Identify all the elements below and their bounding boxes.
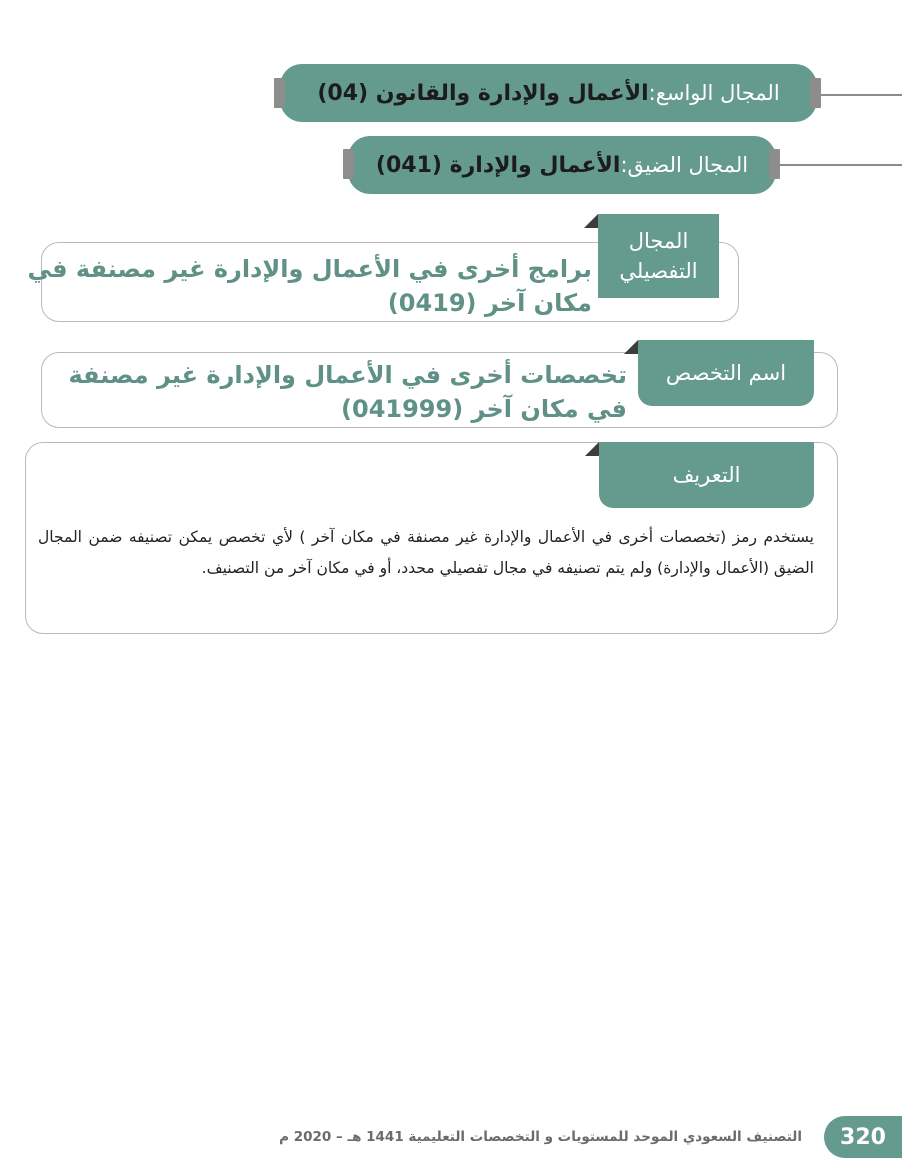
broad-field-connector bbox=[812, 94, 902, 96]
definition-label-text: التعريف bbox=[672, 463, 741, 487]
definition-label-fold bbox=[585, 442, 599, 456]
broad-field-label: المجال الواسع: bbox=[648, 81, 780, 105]
footer-title: التصنيف السعودي الموحد للمستويات و التخصصات التعليمية 1441 هـ – 2020 م bbox=[279, 1129, 802, 1145]
specialization-label bbox=[638, 340, 814, 406]
narrow-field-left-tab bbox=[343, 149, 354, 179]
narrow-field-label: المجال الضيق: bbox=[620, 153, 749, 177]
detailed-field-text-line1: برامج أخرى في الأعمال والإدارة غير مصنفة في bbox=[27, 255, 592, 283]
specialization-label-text: اسم التخصص bbox=[665, 361, 787, 385]
detailed-field-label-line2: التفصيلي bbox=[619, 259, 698, 283]
broad-field-right-tab bbox=[810, 78, 821, 108]
definition-label bbox=[599, 442, 814, 508]
specialization-text-line2: في مكان آخر (041999) bbox=[341, 395, 627, 423]
narrow-field-value: الأعمال والإدارة (041) bbox=[375, 152, 621, 178]
definition-text: يستخدم رمز (تخصصات أخرى في الأعمال والإدارة غير مصنفة في مكان آخر ) لأي تخصص يمكن تصنيفه ضمن المجال الضيق (الأعمال والإدارة) ولم يتم تصنيفه في مجال تفصيلي محدد، أو في مكان آخر من التصنيف. bbox=[38, 528, 814, 577]
broad-field-value: الأعمال والإدارة والقانون (04) bbox=[317, 80, 649, 106]
detailed-field-text-line2: مكان آخر (0419) bbox=[387, 289, 592, 317]
page-number: 320 bbox=[824, 1116, 902, 1158]
specialization-text bbox=[68, 358, 627, 426]
detailed-field-label bbox=[598, 214, 719, 298]
specialization-label-fold bbox=[624, 340, 638, 354]
detailed-field-text bbox=[28, 252, 592, 320]
specialization-text-line1: تخصصات أخرى في الأعمال والإدارة غير مصنفة bbox=[68, 361, 627, 389]
broad-field-left-tab bbox=[274, 78, 285, 108]
narrow-field-right-tab bbox=[769, 149, 780, 179]
detailed-field-label-fold bbox=[584, 214, 598, 228]
narrow-field-connector bbox=[770, 164, 902, 166]
broad-field-pill bbox=[280, 64, 817, 122]
narrow-field-pill bbox=[348, 136, 776, 194]
detailed-field-label-line1: المجال bbox=[628, 229, 689, 253]
